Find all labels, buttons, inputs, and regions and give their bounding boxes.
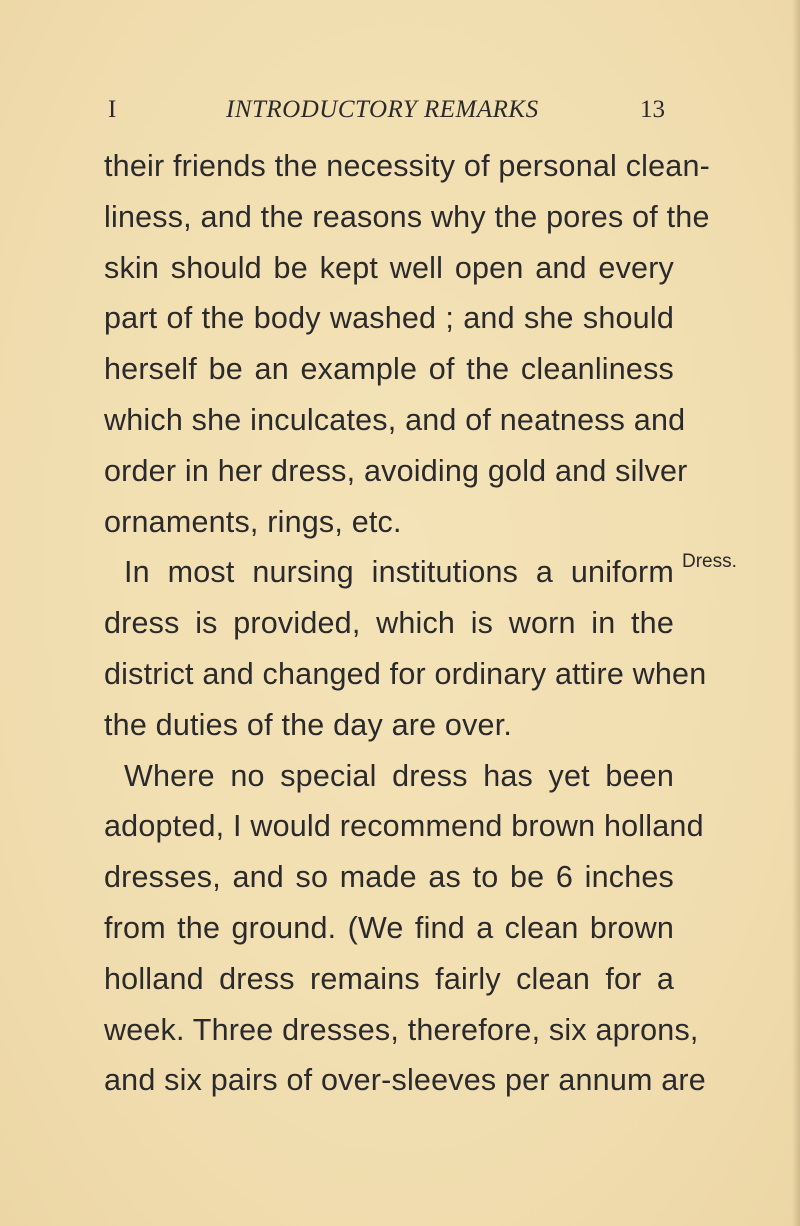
chapter-number: I: [108, 96, 117, 123]
page-header: [0, 92, 800, 128]
text-line: herself be an example of the cleanliness: [104, 352, 674, 387]
text-line: the duties of the day are over.: [104, 707, 513, 742]
text-line: from the ground. (We find a clean brown: [104, 910, 674, 945]
body-text: [104, 141, 710, 1106]
text-line: week. Three dresses, therefore, six aprons,: [104, 1012, 699, 1047]
text-line: which she inculcates, and of neatness and: [104, 402, 686, 437]
text-line: order in her dress, avoiding gold and silver: [104, 453, 688, 488]
text-line: their friends the necessity of personal clean-: [104, 149, 710, 183]
text-line: adopted, I would recommend brown holland: [104, 809, 704, 844]
text-line: dresses, and so made as to be 6 inches: [104, 860, 674, 895]
text-line: and six pairs of over-sleeves per annum are: [104, 1063, 706, 1098]
text-line: dress is provided, which is worn in the: [104, 606, 674, 641]
text-line: ornaments, rings, etc.: [104, 504, 402, 539]
text-line: Where no special dress has yet been: [124, 758, 674, 793]
page-edge-shadow: [792, 0, 800, 1226]
text-line: district and changed for ordinary attire when: [104, 656, 707, 691]
margin-note: Dress.: [682, 551, 737, 572]
text-line: liness, and the reasons why the pores of the: [104, 199, 710, 234]
text-line: holland dress remains fairly clean for a: [104, 961, 674, 996]
text-line: skin should be kept well open and every: [104, 250, 674, 285]
text-line: In most nursing institutions a uniform: [124, 555, 674, 590]
running-title: INTRODUCTORY REMARKS: [226, 96, 539, 123]
page-number: 13: [640, 96, 665, 123]
text-line: part of the body washed ; and she should: [104, 301, 674, 336]
